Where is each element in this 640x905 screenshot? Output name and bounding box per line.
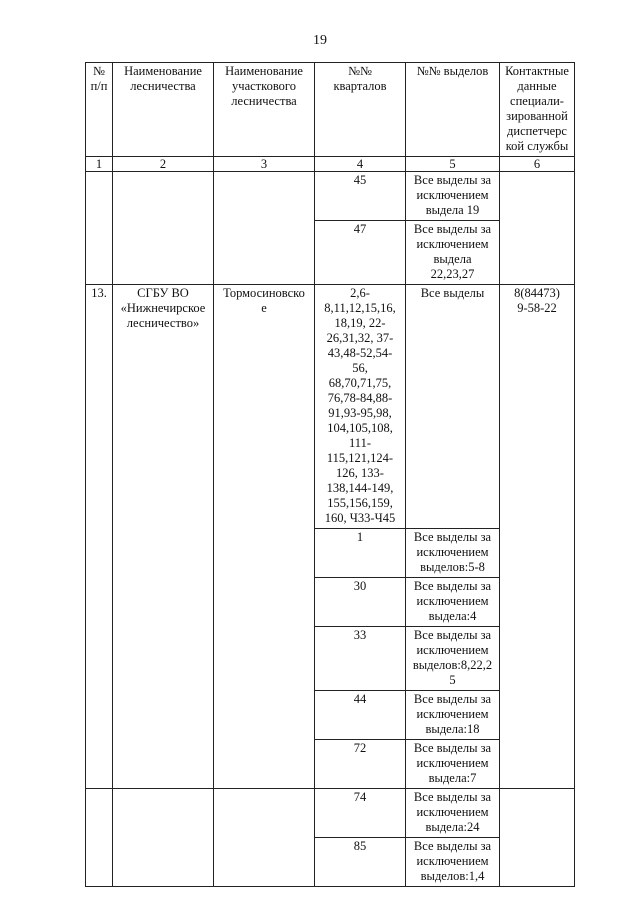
column-number: 5 xyxy=(406,157,500,172)
forestry-table xyxy=(85,62,575,887)
contact-cell: 8(84473) 9-58-22 xyxy=(500,285,575,789)
quarter-cell: 44 xyxy=(315,691,406,740)
allotments-cell: Все выделы за исключением выделов:1,4 xyxy=(406,838,500,887)
quarter-cell: 47 xyxy=(315,221,406,285)
quarter-cell: 74 xyxy=(315,789,406,838)
allotments-cell: Все выделы за исключением выдела 19 xyxy=(406,172,500,221)
column-number: 6 xyxy=(500,157,575,172)
header-cell-quarters: №№ кварталов xyxy=(315,63,406,157)
allotments-cell: Все выделы за исключением выделов:5-8 xyxy=(406,529,500,578)
column-number: 4 xyxy=(315,157,406,172)
allotments-cell: Все выделы за исключением выдела:18 xyxy=(406,691,500,740)
quarter-cell: 1 xyxy=(315,529,406,578)
empty-cell xyxy=(113,172,214,285)
allotments-cell: Все выделы за исключением выдела:24 xyxy=(406,789,500,838)
empty-cell xyxy=(500,172,575,285)
row-number-cell: 13. xyxy=(86,285,113,789)
empty-cell xyxy=(113,789,214,887)
quarter-cell: 85 xyxy=(315,838,406,887)
table-row xyxy=(86,172,575,221)
forestry-name-cell: СГБУ ВО «Нижнечирское лесничество» xyxy=(113,285,214,789)
column-number: 1 xyxy=(86,157,113,172)
header-cell-contacts: Контактные данные специали- зированной диспетчерс кой службы xyxy=(500,63,575,157)
empty-cell xyxy=(500,789,575,887)
allotments-cell: Все выделы за исключением выдела 22,23,27 xyxy=(406,221,500,285)
allotments-cell: Все выделы за исключением выдела:4 xyxy=(406,578,500,627)
empty-cell xyxy=(214,172,315,285)
allotments-cell: Все выделы xyxy=(406,285,500,529)
table-row xyxy=(86,789,575,838)
header-cell-district-forestry: Наименование участкового лесничества xyxy=(214,63,315,157)
table-row xyxy=(86,285,575,529)
header-cell-number: № п/п xyxy=(86,63,113,157)
empty-cell xyxy=(86,172,113,285)
quarter-cell: 45 xyxy=(315,172,406,221)
allotments-cell: Все выделы за исключением выдела:7 xyxy=(406,740,500,789)
header-cell-allotments: №№ выделов xyxy=(406,63,500,157)
empty-cell xyxy=(86,789,113,887)
quarter-cell: 2,6- 8,11,12,15,16, 18,19, 22- 26,31,32, 37- 43,48-52,54- 56, 68,70,71,75, 76,78-84,88- 91,93-95,98, 104,105,108, 111- 115,121,124- 126, 133- 138,144-149, 155,156,159, 160, Ч33-Ч45 xyxy=(315,285,406,529)
column-number: 2 xyxy=(113,157,214,172)
quarter-cell: 33 xyxy=(315,627,406,691)
quarter-cell: 30 xyxy=(315,578,406,627)
quarter-cell: 72 xyxy=(315,740,406,789)
column-number: 3 xyxy=(214,157,315,172)
allotments-cell: Все выделы за исключением выделов:8,22,2 5 xyxy=(406,627,500,691)
empty-cell xyxy=(214,789,315,887)
column-number-row xyxy=(86,157,575,172)
district-forestry-cell: Тормосиновско е xyxy=(214,285,315,789)
header-cell-forestry: Наименование лесничества xyxy=(113,63,214,157)
page-number: 19 xyxy=(313,33,327,48)
table-header-row xyxy=(86,63,575,157)
